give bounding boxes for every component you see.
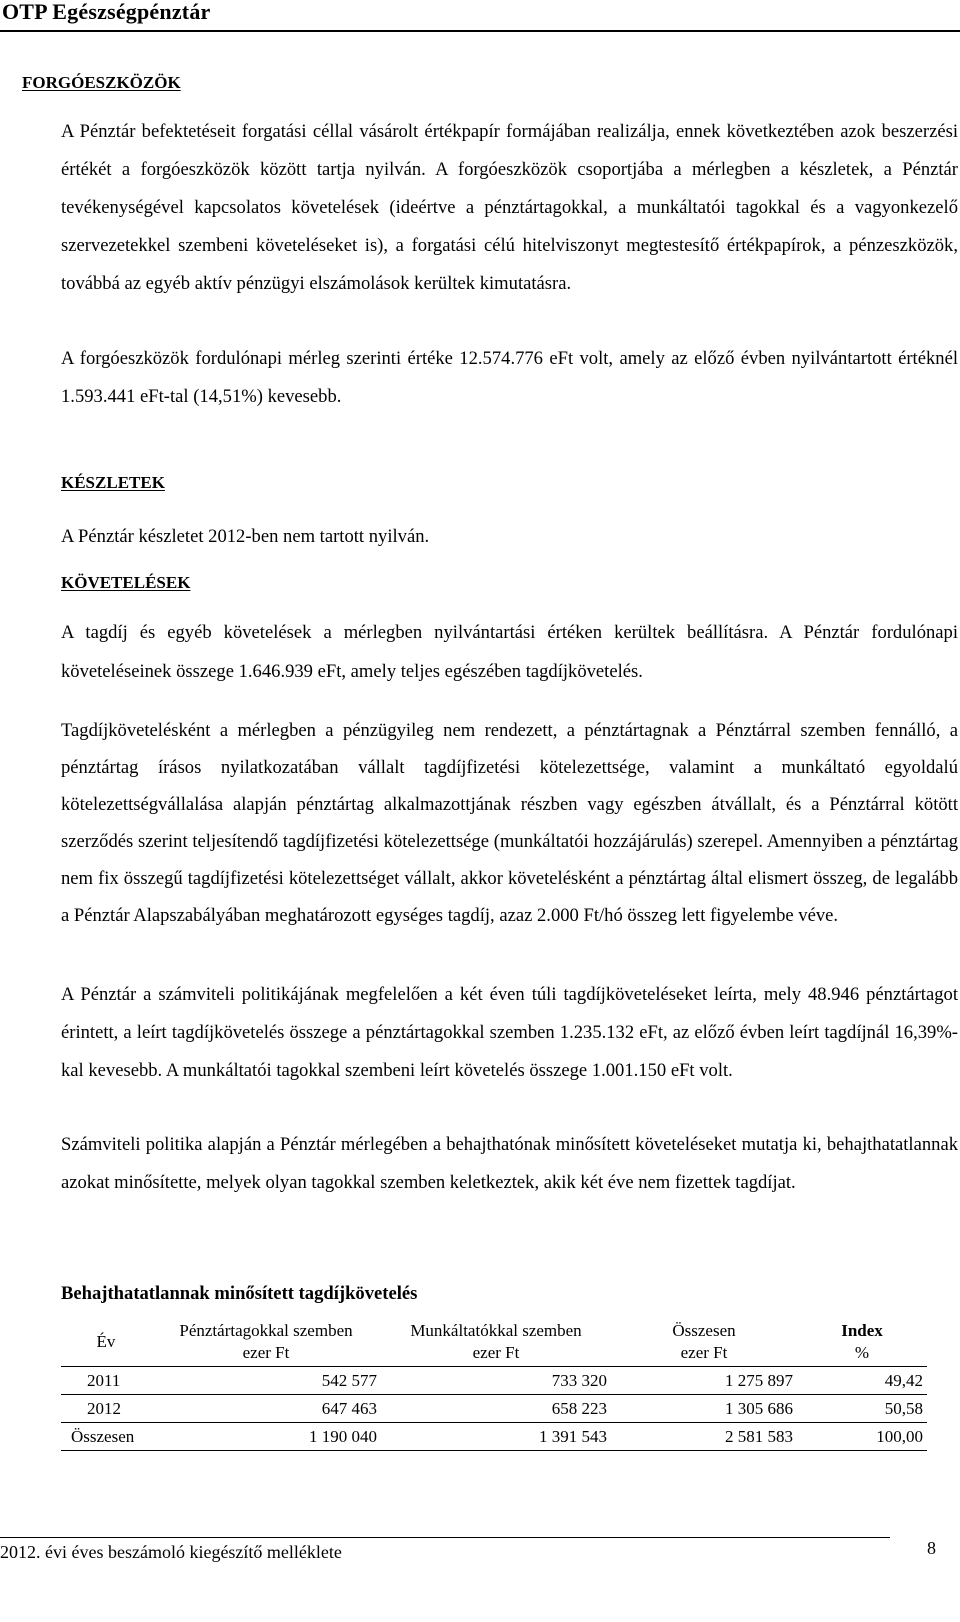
- section-heading-keszletek: KÉSZLETEK: [61, 473, 165, 492]
- document-header-title: OTP Egészségpénztár: [2, 0, 211, 24]
- cell-year: 2012: [87, 1399, 121, 1418]
- table-header-row: [61, 1318, 927, 1367]
- paragraph-keszletek: A Pénztár készletet 2012-ben nem tartott nyilván.: [61, 526, 430, 547]
- column-header-index: [797, 1318, 927, 1367]
- cell-total: 2 581 583: [725, 1427, 793, 1446]
- table-row: [61, 1367, 927, 1395]
- column-header-employers-label: Munkáltatókkal szemben: [410, 1321, 582, 1340]
- table-row-total: [61, 1423, 927, 1451]
- column-header-index-label: Index: [841, 1321, 883, 1340]
- column-header-members-label: Pénztártagokkal szemben: [179, 1321, 353, 1340]
- paragraph-forgoeszkozok-intro: A Pénztár befektetéseit forgatási céllal vásárolt értékpapír formájában realizálja, ennek következtében azok beszerzési értékét a forgóeszközök között tartja nyilván. A forgóeszközök csoportjába a mérlegben a készletek, a Pénztár tevékenységével kapcsolatos követelések (ideértve a pénztártagokkal, a munkáltatói tagokkal és a vagyonkezelő szervezetekkel szembeni követeléseket is), a forgatási célú hitelviszonyt megtestesítő értékpapírok, a pénzeszközök, továbbá az egyéb aktív pénzügyi elszámolások kerültek kimutatásra.: [61, 121, 958, 294]
- column-header-employers: [381, 1318, 611, 1367]
- paragraph-tagdijkoveteles-writeoff: A Pénztár a számviteli politikájának megfelelően a két éven túli tagdíjköveteléseket leírta, mely 48.946 pénztártagot érintett, a leírt tagdíjkövetelés összege a pénztártagokkal szemben 1.235.132 eFt, az előző évben leírt tagdíjnál 16,39%-kal kevesebb. A munkáltatói tagokkal szembeni leírt követelés összege 1.001.150 eFt volt.: [61, 984, 958, 1081]
- cell-total: 1 275 897: [725, 1371, 793, 1390]
- header-divider: [0, 30, 960, 32]
- paragraph-szamviteli-politika: Számviteli politika alapján a Pénztár mérlegében a behajthatónak minősített követeléseket mutatja ki, behajthatatlannak azokat minősítette, melyek olyan tagokkal szemben keletkeztek, akik két éve nem fizettek tagdíjat.: [61, 1134, 958, 1193]
- cell-employers: 658 223: [551, 1399, 607, 1418]
- column-header-total-label: Összesen: [672, 1321, 736, 1340]
- table-title: Behajthatatlannak minősített tagdíjkövetelés: [61, 1283, 418, 1304]
- cell-employers: 733 320: [551, 1371, 607, 1390]
- paragraph-tagdijkoveteles-definition: Tagdíjkövetelésként a mérlegben a pénzügyileg nem rendezett, a pénztártagnak a Pénztárral szemben fennálló, a pénztártag írásos nyilatkozatában vállalt tagdíjfizetési kötelezettsége, valamint a munkáltató egyoldalú kötelezettségvállalása alapján pénztártag alkalmazottjának részben vagy egészben átvállalt, és a Pénztárral kötött szerződés szerint teljesítendő tagdíjfizetési kötelezettsége (munkáltatói hozzájárulás) szerepel. Amennyiben a pénztártag nem fix összegű tagdíjfizetési kötelezettséget vállalt, akkor követelésként a pénztártag által elismert összeg, de legalább a Pénztár Alapszabályában meghatározott egységes tagdíj, azaz 2.000 Ft/hó összeg lett figyelembe véve.: [61, 720, 958, 926]
- footer-divider: [0, 1537, 890, 1538]
- cell-members: 647 463: [321, 1399, 377, 1418]
- column-header-index-unit: %: [854, 1343, 870, 1362]
- paragraph-forgoeszkozok-value: A forgóeszközök fordulónapi mérleg szerinti értéke 12.574.776 eFt volt, amely az előző évben nyilvántartott értéknél 1.593.441 eFt-tal (14,51%) kevesebb.: [61, 348, 958, 407]
- cell-index: 100,00: [876, 1427, 923, 1446]
- uncollectible-receivables-table: [61, 1318, 927, 1451]
- cell-members: 542 577: [321, 1371, 377, 1390]
- page-number: 8: [927, 1538, 936, 1558]
- table-row: [61, 1395, 927, 1423]
- cell-index: 49,42: [884, 1371, 923, 1390]
- footer-document-title: 2012. évi éves beszámoló kiegészítő melléklete: [0, 1542, 342, 1562]
- column-header-employers-unit: ezer Ft: [472, 1343, 520, 1362]
- section-heading-kovetelesek: KÖVETELÉSEK: [61, 573, 191, 592]
- cell-index: 50,58: [884, 1399, 923, 1418]
- column-header-members: [151, 1318, 381, 1367]
- paragraph-kovetelesek-summary: A tagdíj és egyéb követelések a mérlegben nyilvántartási értéken kerültek beállításra. A Pénztár fordulónapi követeléseinek összege 1.646.939 eFt, amely teljes egészében tagdíjkövetelés.: [61, 622, 958, 682]
- cell-employers: 1 391 543: [539, 1427, 607, 1446]
- column-header-total: [611, 1318, 797, 1367]
- column-header-year: Év: [96, 1332, 116, 1351]
- column-header-total-unit: ezer Ft: [680, 1343, 728, 1362]
- cell-year: 2011: [87, 1371, 121, 1390]
- section-heading-forgoeszkozok: FORGÓESZKÖZÖK: [22, 73, 181, 92]
- cell-members: 1 190 040: [309, 1427, 377, 1446]
- cell-year: Összesen: [71, 1427, 135, 1446]
- column-header-members-unit: ezer Ft: [242, 1343, 290, 1362]
- cell-total: 1 305 686: [725, 1399, 793, 1418]
